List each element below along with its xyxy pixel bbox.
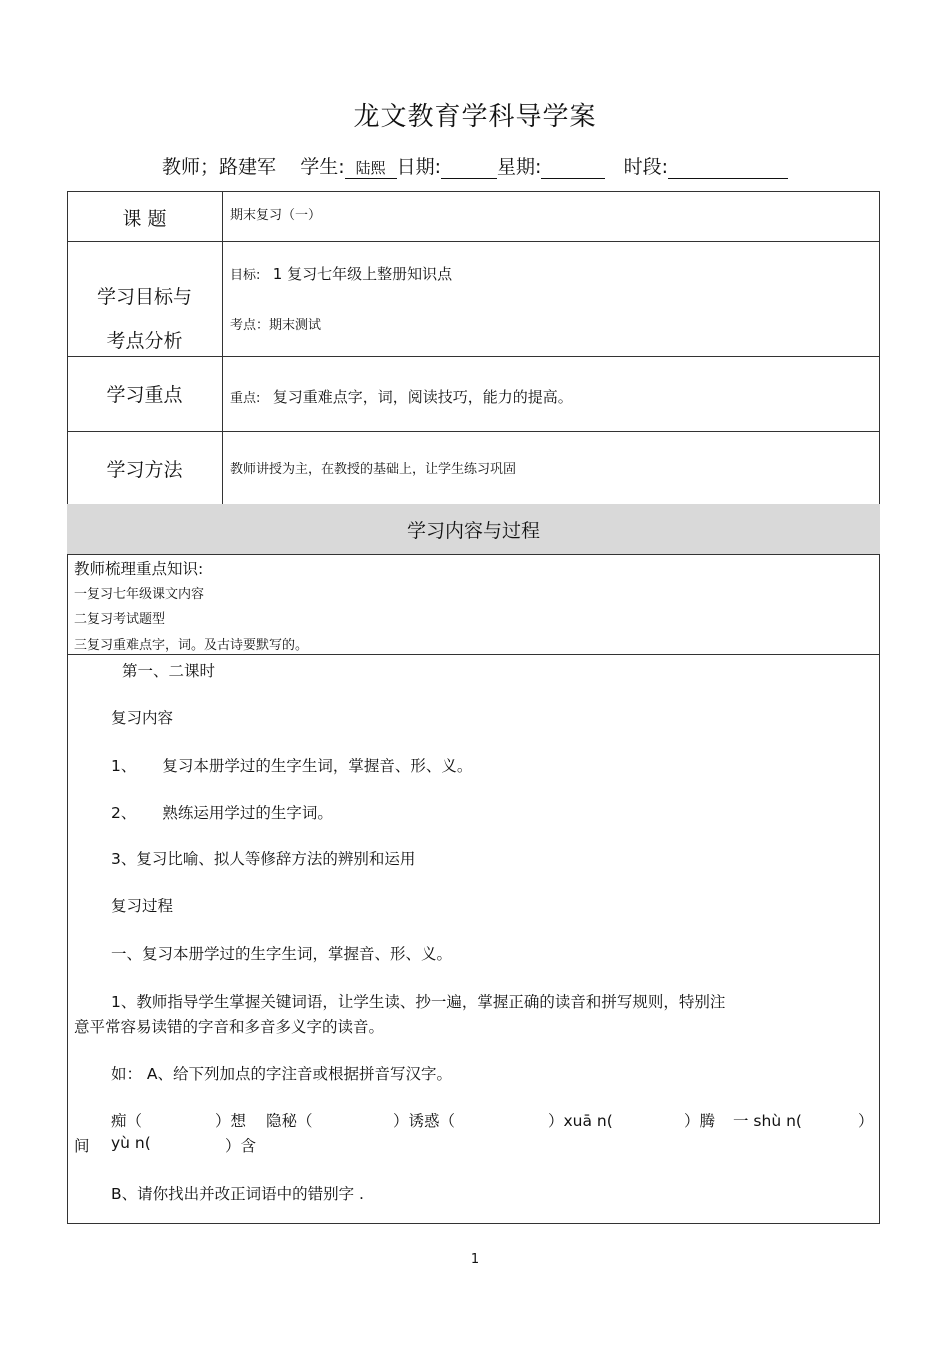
method-text: 教师讲授为主，在教授的基础上，让学生练习巩固: [230, 462, 517, 477]
review-title: 复习内容: [111, 709, 174, 727]
pinyin-blank: ）想: [215, 1112, 247, 1130]
date-blank: [441, 158, 497, 179]
paragraph-line: 意平常容易读错的字音和多音多义字的读音。: [74, 1018, 385, 1036]
review-item-text: 熟练运用学过的生字词。: [162, 804, 333, 822]
teacher-name: 教师；路建军: [162, 156, 277, 178]
pinyin-blank: yù n(: [111, 1134, 151, 1152]
weekday-label: 星期:: [497, 156, 542, 178]
focus-label: 学习重点: [106, 384, 183, 406]
page-number: 1: [470, 1252, 480, 1267]
summary-item: 二复习考试题型: [74, 612, 166, 627]
summary-heading: 教师梳理重点知识:: [74, 560, 204, 578]
review-item-1: [111, 754, 472, 776]
example-b: B、请你找出并改正词语中的错别字 .: [111, 1185, 364, 1203]
focus-line: [230, 386, 573, 407]
summary-item: 三复习重难点字，词。及古诗要默写的。: [74, 638, 309, 653]
student-name: 陆熙: [345, 157, 397, 179]
process-title: 复习过程: [111, 897, 174, 915]
pinyin-blank: ）含: [225, 1137, 257, 1155]
header-info: [0, 152, 950, 179]
example-a: 如： A、给下列加点的字注音或根据拼音写汉字。: [111, 1065, 453, 1083]
date-label: 日期:: [396, 156, 442, 178]
exam-point: 考点：期末测试: [230, 318, 322, 333]
step-one: 一、复习本册学过的生字生词，掌握音、形、义。: [111, 945, 453, 963]
row-divider: [67, 654, 880, 655]
paragraph-line: 1、教师指导学生掌握关键词语，让学生读、抄一遍，掌握正确的读音和拼写规则，特别注: [111, 993, 726, 1011]
row-divider: [67, 241, 880, 242]
topic-value: 期末复习（一）: [230, 208, 322, 223]
row-divider: [67, 431, 880, 432]
topic-label: 课 题: [122, 208, 167, 230]
column-divider: [222, 191, 223, 504]
goal-prefix: 目标:: [230, 268, 261, 283]
pinyin-blank: ）腾: [684, 1112, 716, 1130]
pinyin-blank: 痴（: [111, 1112, 143, 1130]
review-item-number: 1、: [111, 757, 137, 775]
focus-text: 复习重难点字，词，阅读技巧，能力的提高。: [272, 388, 573, 406]
weekday-blank: [541, 158, 605, 179]
pinyin-blank: 一 shù n(: [733, 1112, 802, 1130]
pinyin-blank: ）: [858, 1112, 874, 1130]
student-label: 学生:: [300, 156, 345, 178]
period-blank: [668, 158, 788, 179]
review-item-2: [111, 801, 333, 823]
goal-line: [230, 263, 452, 284]
goal-label-line1: 学习目标与: [96, 286, 192, 308]
goal-label-line2: 考点分析: [106, 330, 183, 352]
period-label: 时段:: [623, 156, 668, 178]
lesson-period: 第一、二课时: [122, 662, 216, 680]
process-header: 学习内容与过程: [406, 520, 540, 542]
row-divider: [67, 356, 880, 357]
review-item-text: 复习本册学过的生字生词，掌握音、形、义。: [162, 757, 473, 775]
method-label: 学习方法: [106, 459, 183, 481]
document-title: 龙文教育学科导学案: [353, 102, 597, 132]
goal-text: 1 复习七年级上整册知识点: [272, 265, 453, 283]
row-divider: [67, 554, 880, 555]
pinyin-blank: 间: [74, 1137, 90, 1155]
review-item-3: 3、复习比喻、拟人等修辞方法的辨别和运用: [111, 850, 416, 868]
pinyin-blank: 隐秘（: [266, 1112, 313, 1130]
pinyin-blank: ）诱惑（: [393, 1112, 456, 1130]
pinyin-blank: ）xuā n(: [548, 1112, 613, 1130]
summary-item: 一复习七年级课文内容: [74, 587, 205, 602]
review-item-number: 2、: [111, 804, 137, 822]
focus-prefix: 重点:: [230, 391, 261, 406]
